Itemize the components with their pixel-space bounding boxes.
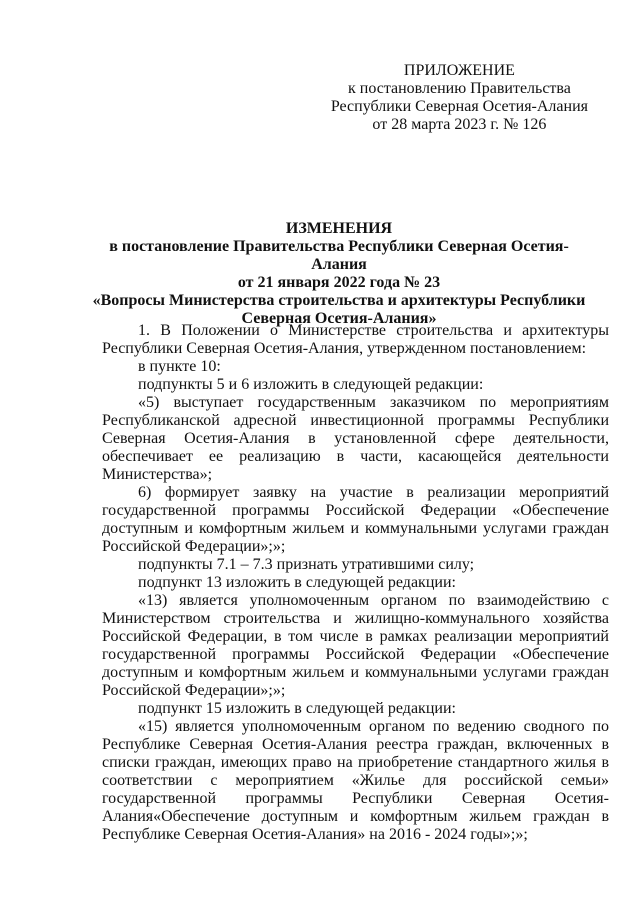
paragraph-9: подпункт 15 изложить в следующей редакции: <box>138 700 456 717</box>
document-heading <box>90 220 588 328</box>
heading-line-3: от 21 января 2022 года № 23 <box>237 274 441 291</box>
heading-line-4: «Вопросы Министерства строительства и архитектуры Республики <box>92 292 586 309</box>
paragraph-10: «15) является уполномоченным органом по ведению сводного по Республике Северная Осетия-Алания реестра граждан, включенных в списки граждан, имеющих право на приобретение стандартного жилья в соответствии с мероприятием «Жилье для российской семьи» государственной программы Республики Северная Осетия-Алания«Обеспечение доступным и комфортным жильем граждан в Республике Северная Осетия-Алания» на 2016 - 2024 годы»;»; <box>102 718 609 843</box>
paragraph-6: подпункты 7.1 – 7.3 признать утратившими силу; <box>138 556 475 573</box>
paragraph-5: 6) формирует заявку на участие в реализации мероприятий государственной программы Российской Федерации «Обеспечение доступным и комфортным жильем и коммунальными услугами граждан Российской Федерации»;»; <box>102 484 609 555</box>
paragraph-2: в пункте 10: <box>138 358 221 375</box>
appendix-title: ПРИЛОЖЕНИЕ <box>403 62 515 79</box>
paragraph-3: подпункты 5 и 6 изложить в следующей редакции: <box>138 376 484 393</box>
document-body <box>102 322 609 844</box>
paragraph-1: 1. В Положении о Министерстве строительства и архитектуры Республики Северная Осетия-Алания, утвержденном постановлением: <box>102 322 609 357</box>
heading-title: ИЗМЕНЕНИЯ <box>285 220 393 237</box>
heading-line-2: в постановление Правительства Республики Северная Осетия-Алания <box>109 238 569 273</box>
paragraph-8: «13) является уполномоченным органом по взаимодействию с Министерством строительства и жилищно-коммунального хозяйства Российской Федерации, в том числе в рамках реализации мероприятий государственной программы Российской Федерации «Обеспечение доступным и комфортным жильем и коммунальными услугами граждан Российской Федерации»;»; <box>102 592 609 699</box>
appendix-line-3: от 28 марта 2023 г. № 126 <box>372 116 547 133</box>
appendix-block <box>331 62 588 134</box>
paragraph-7: подпункт 13 изложить в следующей редакции: <box>138 574 456 591</box>
heading-line-5: Северная Осетия-Алания» <box>241 310 437 327</box>
appendix-line-2: Республики Северная Осетия-Алания <box>330 98 588 115</box>
paragraph-4: «5) выступает государственным заказчиком по мероприятиям Республиканской адресной инвестиционной программы Республики Северная Осетия-Алания в установленной сфере деятельности, обеспечивает ее реализацию в части, касающейся деятельности Министерства»; <box>102 394 609 483</box>
appendix-line-1: к постановлению Правительства <box>347 80 571 97</box>
